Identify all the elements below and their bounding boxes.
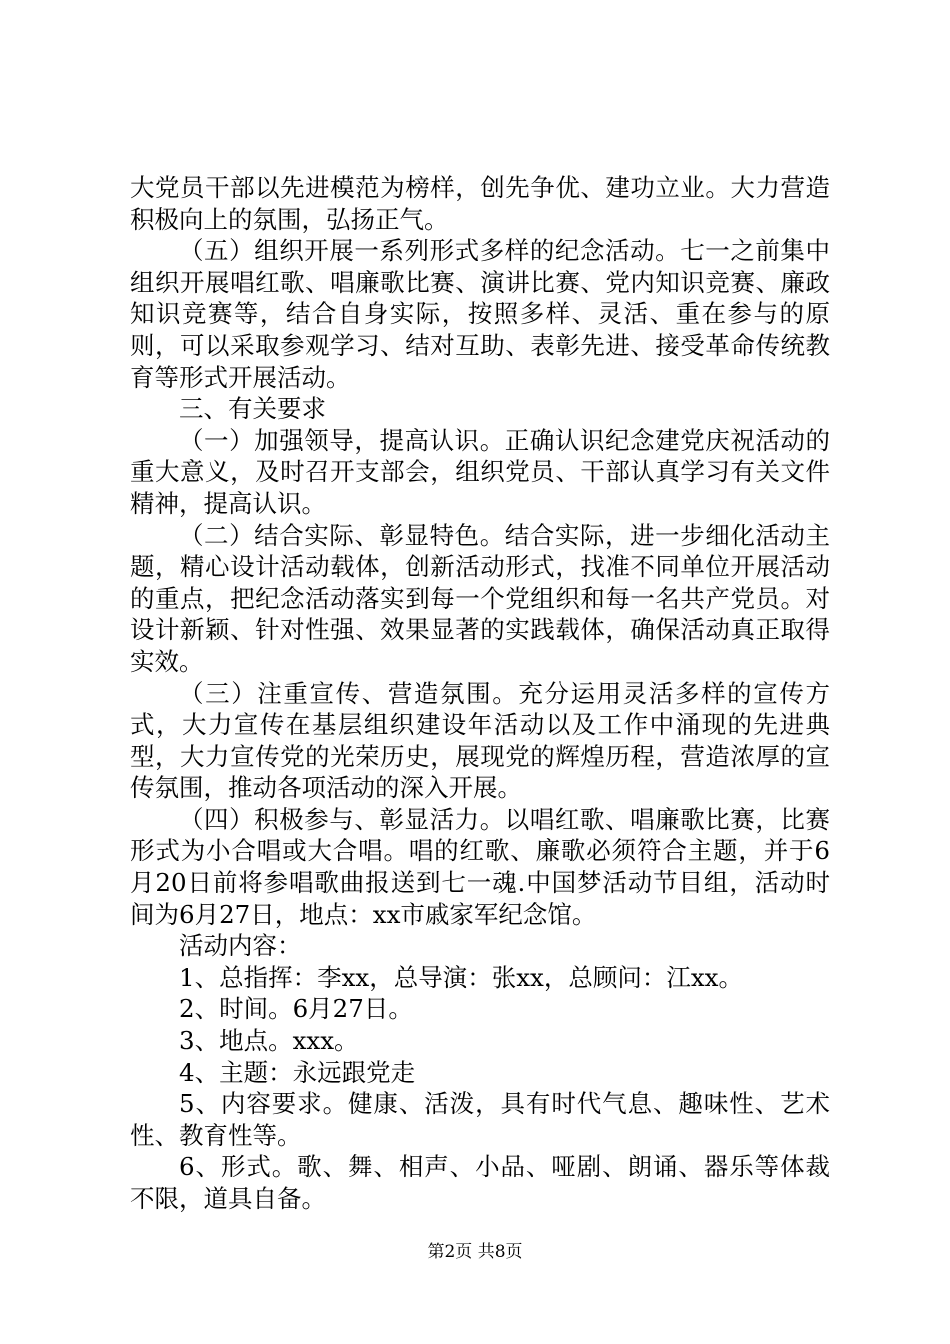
paragraph-6: （三）注重宣传、营造氛围。充分运用灵活多样的宣传方式，大力宣传在基层组织建设年活动以及工作中涌现的先进典型，大力宣传党的光荣历史，展现党的辉煌历程，营造浓厚的宣传氛围，推动各项活动的深入开展。 — [130, 678, 830, 803]
paragraph-2: （五）组织开展一系列形式多样的纪念活动。七一之前集中组织开展唱红歌、唱廉歌比赛、演讲比赛、党内知识竞赛、廉政知识竞赛等，结合自身实际，按照多样、灵活、重在参与的原则，可以采取参观学习、结对互助、表彰先进、接受革命传统教育等形式开展活动。 — [130, 236, 830, 392]
paragraph-4: （一）加强领导，提高认识。正确认识纪念建党庆祝活动的重大意义，及时召开支部会，组织党员、干部认真学习有关文件精神，提高认识。 — [130, 425, 830, 518]
section-heading-requirements: 三、有关要求 — [179, 394, 326, 424]
document-body — [130, 172, 830, 1215]
list-item-6: 6、形式。歌、舞、相声、小品、哑剧、朗诵、器乐等体裁不限，道具自备。 — [130, 1152, 830, 1213]
list-item-2: 2、时间。6月27日。 — [179, 994, 413, 1024]
paragraph-7: （四）积极参与、彰显活力。以唱红歌、唱廉歌比赛，比赛形式为小合唱或大合唱。唱的红歌、廉歌必须符合主题，并于6月20日前将参唱歌曲报送到七一魂.中国梦活动节目组，活动时间为6月27日，地点：xx市戚家军纪念馆。 — [130, 804, 830, 929]
paragraph-5: （二）结合实际、彰显特色。结合实际，进一步细化活动主题，精心设计活动载体，创新活动形式，找准不同单位开展活动的重点，把纪念活动落实到每一个党组织和每一名共产党员。对设计新颖、针对性强、效果显著的实践载体，确保活动真正取得实效。 — [130, 520, 830, 676]
list-item-1: 1、总指挥：李xx，总导演：张xx，总顾问：江xx。 — [179, 962, 743, 992]
page-number-footer: 第2页 共8页 — [427, 1242, 523, 1262]
list-item-3: 3、地点。xxx。 — [179, 1026, 359, 1056]
paragraph-1: 大党员干部以先进模范为榜样，创先争优、建功立业。大力营造积极向上的氛围，弘扬正气。 — [130, 173, 830, 234]
list-item-4: 4、主题：永远跟党走 — [179, 1057, 416, 1087]
list-item-5: 5、内容要求。健康、活泼，具有时代气息、趣味性、艺术性、教育性等。 — [130, 1089, 830, 1150]
activity-content-heading: 活动内容： — [179, 931, 302, 961]
